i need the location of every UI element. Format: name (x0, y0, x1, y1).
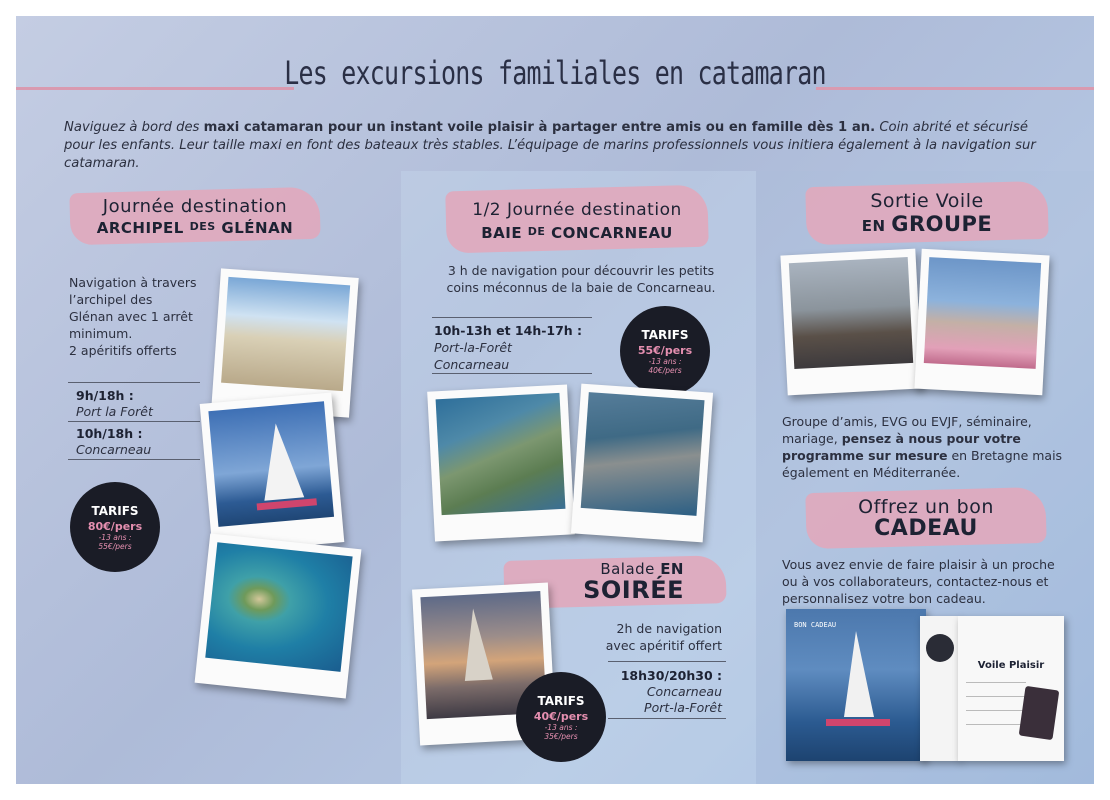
concarneau-heading-de: DE (527, 225, 546, 238)
photo-concarneau-town (571, 384, 713, 543)
concarneau-rule-2 (432, 373, 592, 374)
gift-card-form (958, 616, 1064, 761)
soiree-tarifs-price: 40€/pers (533, 710, 589, 723)
soiree-rule-2 (608, 718, 726, 719)
gift-card-title: Voile Plaisir (977, 660, 1045, 671)
soiree-place-2: Port-la-Forêt (644, 700, 722, 715)
concarneau-heading-baie: BAIE (481, 224, 528, 242)
gift-card-line (966, 710, 1026, 711)
concarneau-tarifs-badge (620, 306, 710, 396)
glenan-description-line: Navigation à travers (69, 275, 197, 290)
groupe-description-bold-2: programme sur mesure (782, 448, 948, 463)
groupe-heading-groupe: GROUPE (891, 212, 993, 236)
soiree-description (562, 620, 722, 654)
gift-card-front-label: BON CADEAU (794, 621, 837, 629)
soiree-time: 18h30/20h30 : (620, 668, 722, 683)
soiree-heading-en: EN (660, 560, 684, 578)
glenan-rule-1 (68, 382, 200, 383)
soiree-tarifs-label: TARIFS (537, 694, 585, 708)
concarneau-heading-line2 (436, 224, 718, 242)
photo-group-tall-ship (780, 249, 922, 396)
glenan-heading-glenan: GLÉNAN (215, 219, 294, 237)
concarneau-rule-1 (432, 317, 592, 318)
soiree-tarifs-child-label: -13 ans : (544, 723, 578, 732)
gift-card-line (966, 682, 1026, 683)
photo-catamaran-sailing (200, 393, 345, 554)
cadeau-description-line: Vous avez envie de faire plaisir à un proche (782, 557, 1055, 572)
glenan-place-1: Port la Forêt (76, 404, 153, 419)
concarneau-description-line: 3 h de navigation pour découvrir les petits (447, 263, 715, 278)
glenan-time-1: 9h/18h : (76, 388, 134, 403)
glenan-tarifs-label: TARIFS (91, 504, 139, 518)
page-title: Les excursions familiales en catamaran (284, 54, 826, 92)
cadeau-heading-line2: CADEAU (874, 516, 978, 541)
glenan-rule-2 (68, 421, 200, 422)
glenan-heading-line1: Journée destination (102, 196, 288, 217)
groupe-description-line: Groupe d’amis, EVG ou EVJF, séminaire, (782, 414, 1032, 429)
glenan-tarifs-badge (70, 482, 160, 572)
concarneau-tarifs-label: TARIFS (641, 328, 689, 342)
soiree-heading-line2: SOIRÉE (583, 576, 684, 604)
glenan-place-2: Concarneau (76, 442, 152, 457)
intro-bold: maxi catamaran pour un instant voile plaisir à partager entre amis ou en famille dès 1 an. (203, 120, 876, 135)
gift-card-hull (826, 719, 890, 726)
sail-shape (258, 422, 304, 501)
groupe-heading-en: EN (861, 217, 892, 235)
concarneau-place-2: Concarneau (434, 357, 510, 372)
dunes-image (221, 277, 350, 391)
glenan-tarifs-price: 80€/pers (87, 520, 143, 533)
groupe-description-line (782, 430, 1064, 447)
gift-card-middle-fold (920, 616, 960, 761)
concarneau-place-1: Port-la-Forêt (434, 340, 512, 355)
concarneau-tarifs-child-price: 40€/pers (648, 366, 682, 375)
concarneau-heading-line1: 1/2 Journée destination (472, 200, 682, 220)
glenan-description-line: Glénan avec 1 arrêt (69, 309, 193, 324)
tall-ship-image (789, 257, 913, 369)
groupe-description (782, 413, 1064, 481)
intro-italic: Coin abrité et sécurisé pour les enfants. Leur taille maxi en font des bateaux très stables. L’équipage de marins professionnels vous initiera également à la navigation sur catamaran. (64, 120, 1036, 171)
catamaran-image (208, 401, 334, 527)
gift-card-tag (1019, 686, 1060, 740)
glenan-description-line: l’archipel des (69, 292, 153, 307)
glenan-tarifs-child-price: 55€/pers (98, 542, 132, 551)
glenan-rule-3 (68, 459, 200, 460)
sunset-sail-shape (461, 608, 493, 681)
glenan-heading-archipel: ARCHIPEL (96, 219, 190, 237)
glenan-description (69, 274, 219, 359)
gift-card-logo (926, 634, 954, 662)
soiree-tarifs-child-price: 35€/pers (544, 732, 578, 741)
cadeau-heading-line1: Offrez un bon (858, 496, 994, 518)
soiree-tarifs-badge (516, 672, 606, 762)
gift-card-front (786, 609, 926, 761)
photo-archipel-aerial (195, 533, 362, 698)
concarneau-tarifs-price: 55€/pers (637, 344, 693, 357)
photo-bay-aerial (427, 384, 575, 541)
groupe-description-line: également en Méditerranée. (782, 465, 961, 480)
soiree-heading-balade: Balade (600, 560, 661, 578)
intro-paragraph (64, 119, 1054, 173)
photo-group-on-deck (914, 249, 1049, 396)
gift-card-sail (844, 631, 874, 717)
cadeau-description-line: ou à vos collaborateurs, contactez-nous et (782, 574, 1049, 589)
glenan-heading-des: DES (189, 220, 216, 233)
groupe-heading-line2 (806, 212, 1048, 236)
glenan-heading-line2 (70, 219, 320, 237)
concarneau-description (421, 262, 741, 296)
soiree-description-line: avec apéritif offert (605, 638, 722, 653)
concarneau-tarifs-child-label: -13 ans : (648, 357, 682, 366)
groupe-description-mariage: mariage, (782, 431, 842, 446)
groupe-description-line (782, 447, 1064, 464)
photo-glenan-dunes (211, 268, 358, 417)
glenan-tarifs-child-label: -13 ans : (98, 533, 132, 542)
groupe-description-bretagne: en Bretagne mais (947, 448, 1063, 463)
deck-group-image (924, 257, 1041, 369)
gift-card-line (966, 724, 1026, 725)
soiree-place-1: Concarneau (646, 684, 722, 699)
cadeau-description-line: personnalisez votre bon cadeau. (782, 591, 986, 606)
glenan-description-line: 2 apéritifs offerts (69, 343, 177, 358)
town-aerial-image (581, 392, 705, 516)
intro-part-1: Naviguez à bord des (64, 120, 204, 135)
bay-aerial-image (436, 393, 566, 515)
gift-card-line (966, 696, 1026, 697)
cadeau-description (782, 556, 1064, 607)
groupe-heading-line1: Sortie Voile (870, 190, 984, 212)
brochure-page (16, 16, 1094, 784)
glenan-description-line: minimum. (69, 326, 133, 341)
groupe-description-bold-1: pensez à nous pour votre (841, 431, 1021, 446)
concarneau-heading-concarneau: CONCARNEAU (545, 224, 673, 242)
concarneau-time: 10h-13h et 14h-17h : (434, 323, 583, 338)
soiree-description-line: 2h de navigation (616, 621, 722, 636)
aerial-island-image (205, 542, 352, 672)
soiree-rule-1 (608, 661, 726, 662)
glenan-time-2: 10h/18h : (76, 426, 143, 441)
concarneau-description-line: coins méconnus de la baie de Concarneau. (446, 280, 716, 295)
